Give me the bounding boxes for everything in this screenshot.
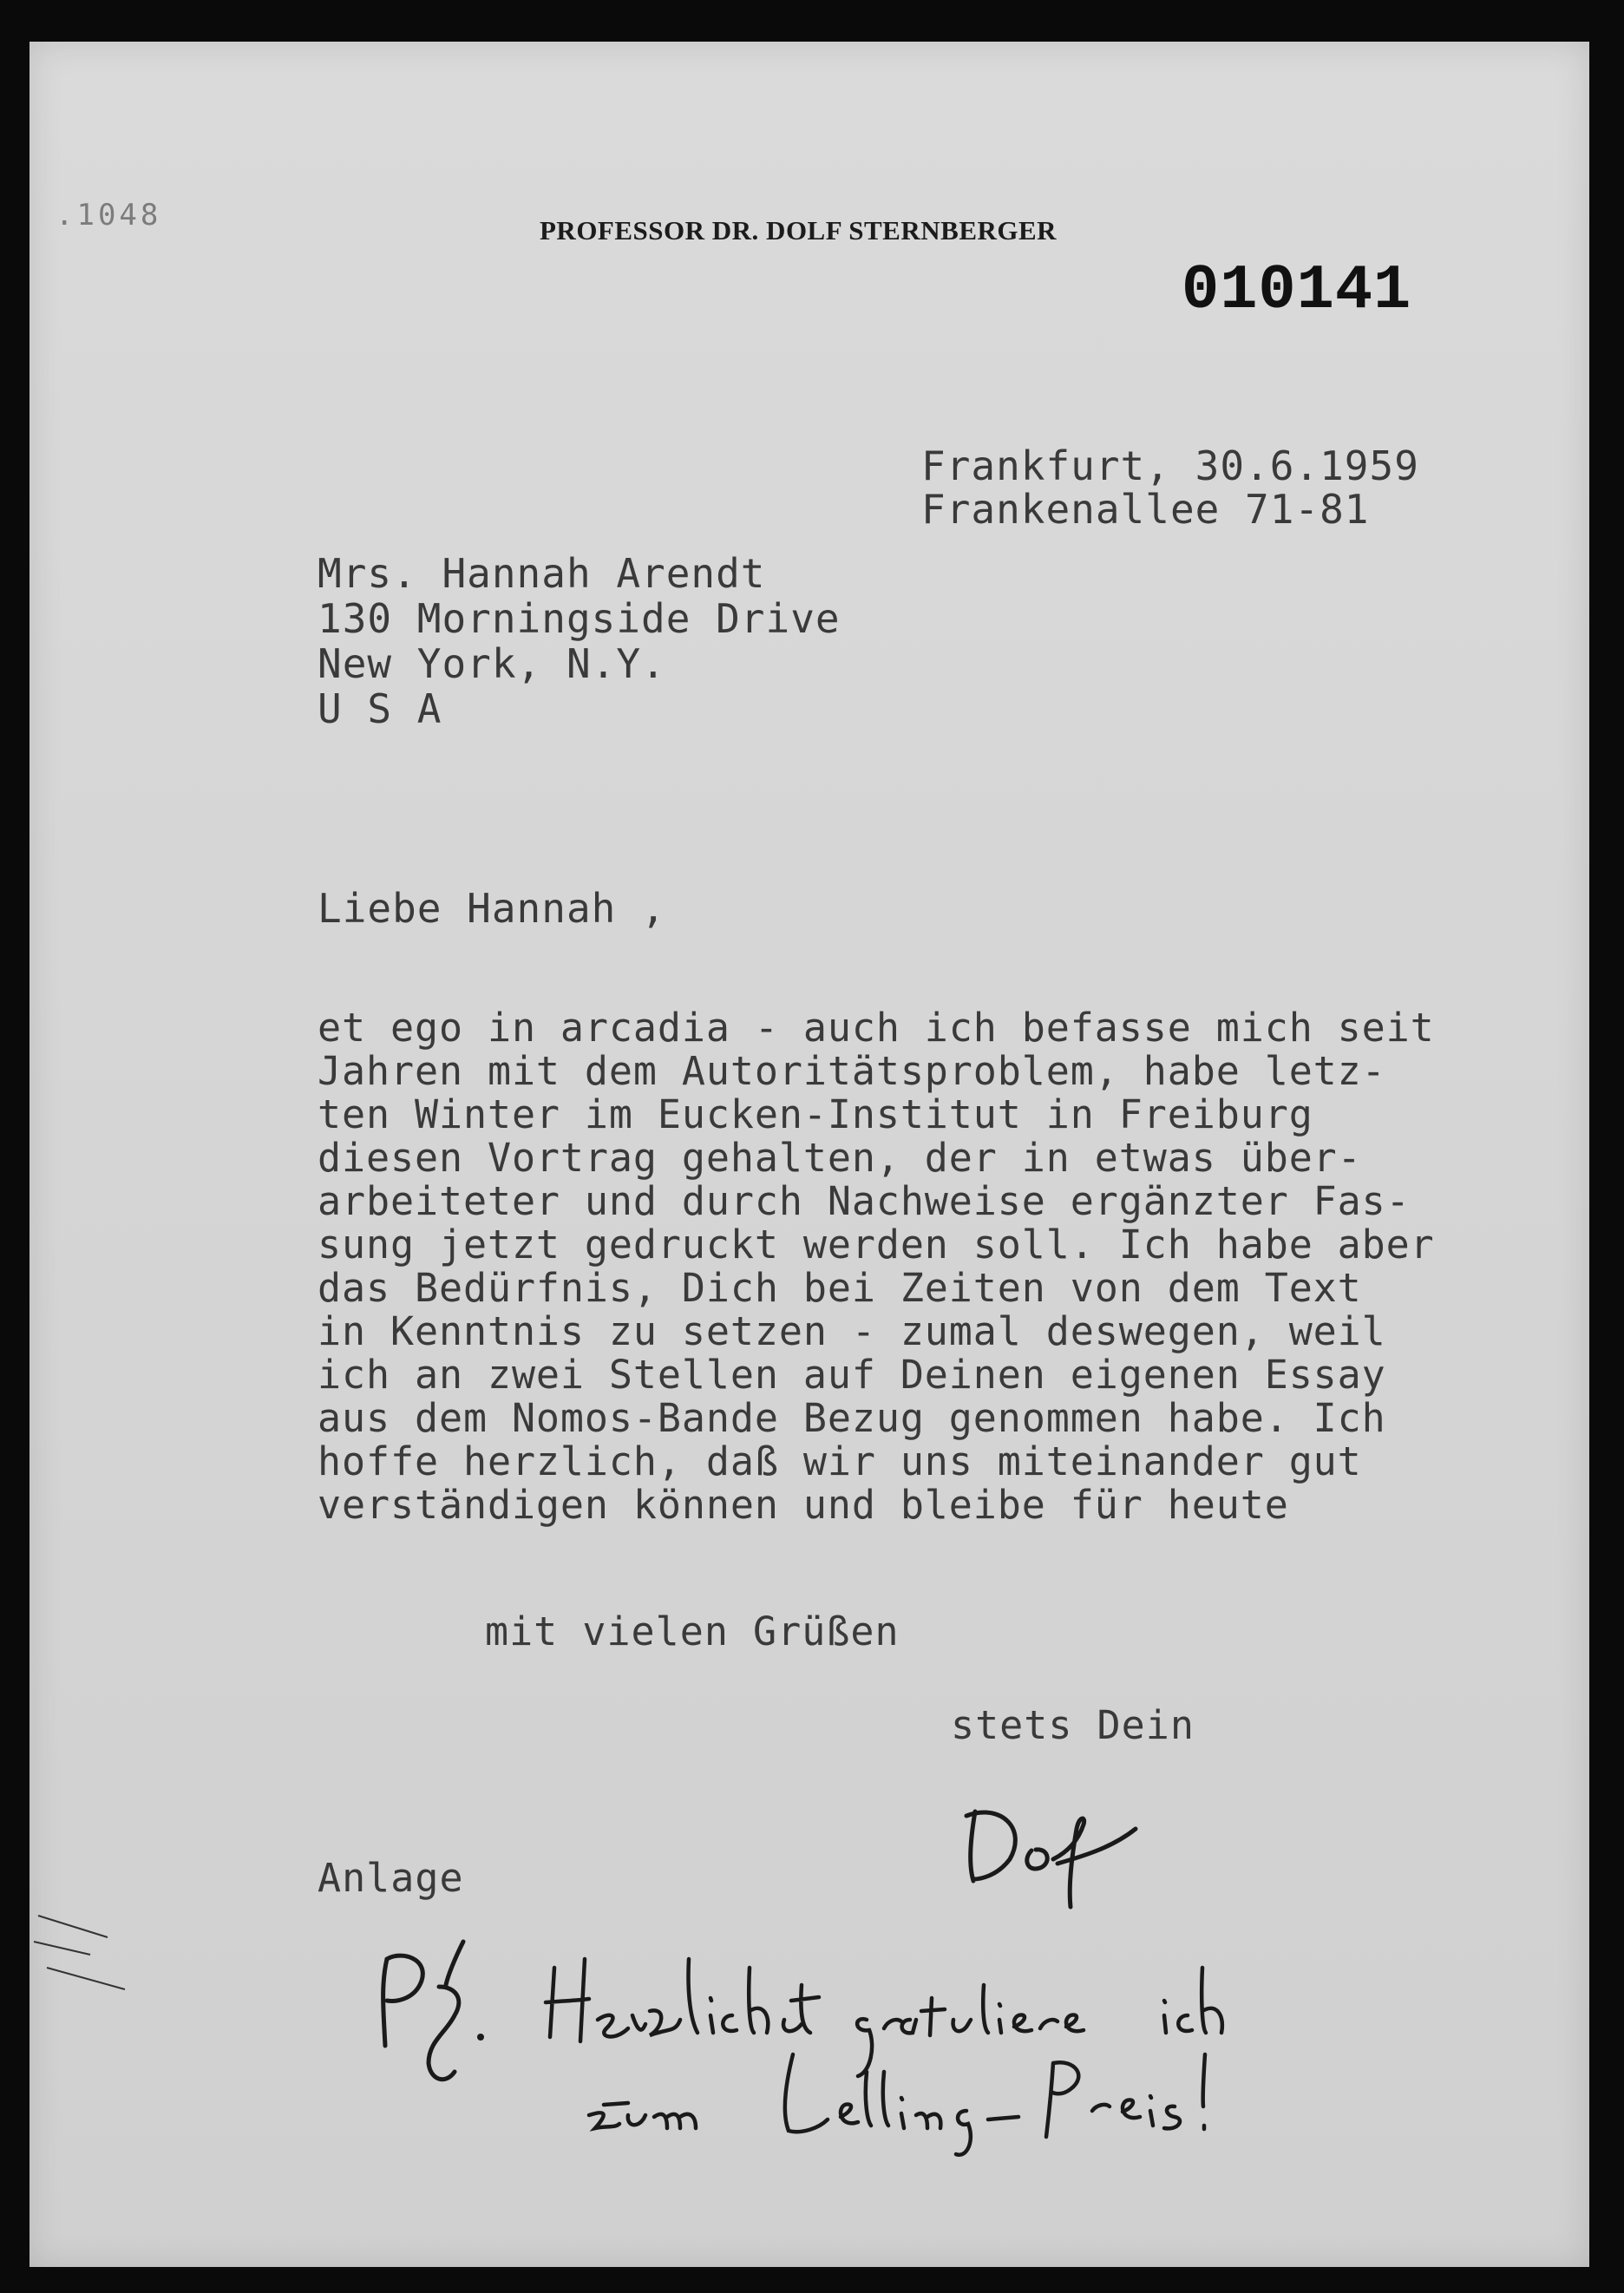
body-line: das Bedürfnis, Dich bei Zeiten von dem Text [318,1265,1362,1311]
body-line: ich an zwei Stellen auf Deinen eigenen Essay [318,1352,1386,1398]
body-line: ten Winter im Eucken-Institut in Freiburg [318,1091,1313,1137]
enclosure-note: Anlage [318,1855,464,1901]
body-line: in Kenntnis zu setzen - zumal deswegen, weil [318,1308,1386,1354]
recipient-name: Mrs. Hannah Arendt [318,550,766,597]
recipient-country: U S A [318,685,442,732]
valediction: stets Dein [951,1702,1195,1748]
handwritten-signature [949,1777,1149,1916]
body-line: verständigen können und bleibe für heute [318,1482,1289,1528]
body-line: sung jetzt gedruckt werden soll. Ich habe aber [318,1222,1435,1268]
body-line: diesen Vortrag gehalten, der in etwas über- [318,1135,1362,1181]
sender-street: Frankenallee 71-81 [921,486,1370,533]
archive-number: 010141 [1182,255,1412,326]
recipient-city: New York, N.Y. [318,640,666,687]
body-line: Jahren mit dem Autoritätsproblem, habe letz- [318,1048,1386,1094]
handwritten-postscript [368,1933,1409,2159]
place-date: Frankfurt, 30.6.1959 [921,442,1419,489]
closing: mit vielen Grüßen [485,1608,900,1654]
edge-scratches [29,1907,203,2011]
letter-page [29,42,1589,2267]
letterhead: PROFESSOR DR. DOLF STERNBERGER [540,215,1058,246]
archive-stamp-corner: .1048 [56,198,162,233]
body-line: arbeiteter und durch Nachweise ergänzter Fas- [318,1178,1411,1224]
recipient-street: 130 Morningside Drive [318,595,841,642]
body-line: et ego in arcadia - auch ich befasse mich seit [318,1005,1435,1051]
salutation: Liebe Hannah , [318,885,666,932]
body-line: aus dem Nomos-Bande Bezug genommen habe. Ich [318,1395,1386,1441]
body-line: hoffe herzlich, daß wir uns miteinander gut [318,1438,1362,1484]
